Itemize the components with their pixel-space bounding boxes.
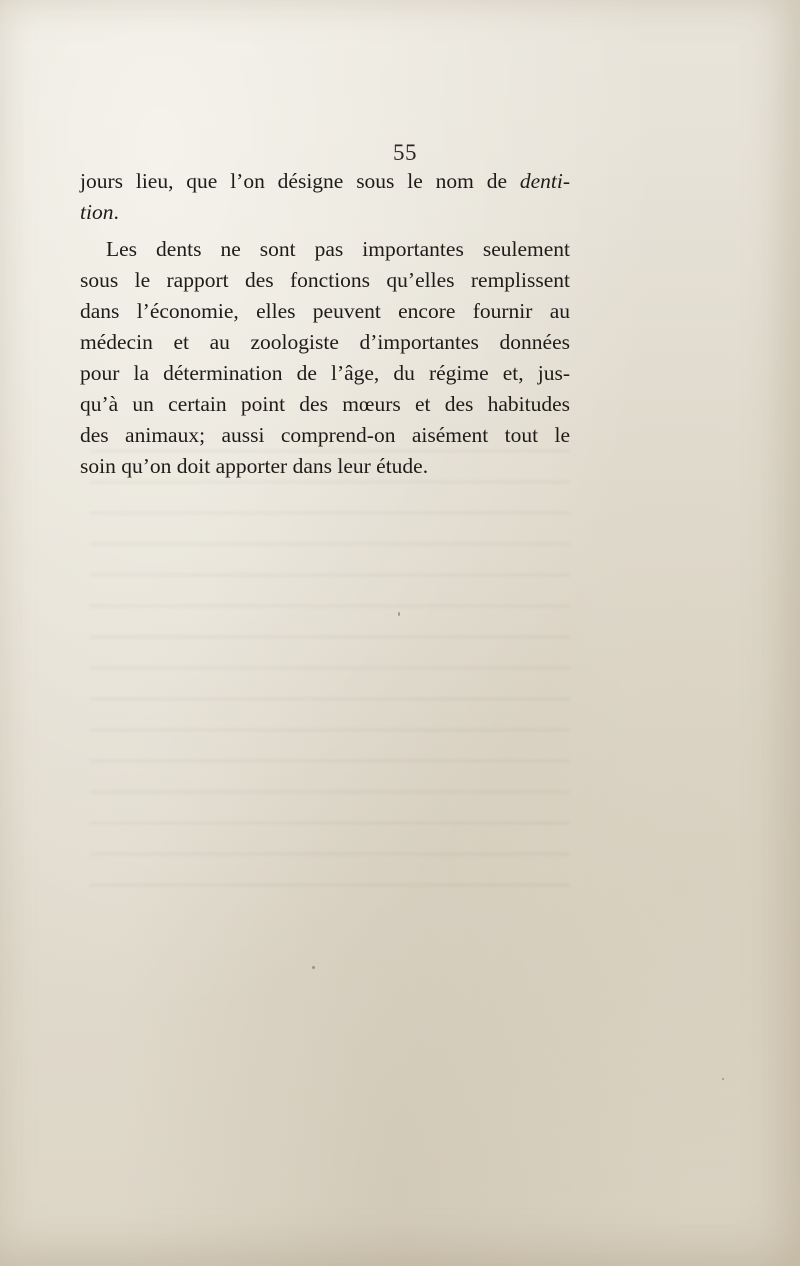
italic-term: denti- (519, 169, 570, 193)
paper-speck (398, 612, 400, 616)
text-line: dans l’économie, elles peuvent encore fournir au (80, 299, 570, 323)
paper-speck (312, 966, 315, 969)
text-line: soin qu’on doit apporter dans leur étude. (80, 454, 429, 478)
page-number: 55 (393, 140, 417, 165)
paper-speck (722, 1078, 724, 1080)
continuation-text: . (113, 200, 119, 224)
text-line (80, 197, 570, 228)
text-line: Les dents ne sont pas importantes seulement (106, 237, 570, 261)
text-line: médecin et au zoologiste d’importantes données (80, 330, 570, 354)
text-line: des animaux; aussi comprend-on aisément tout le (80, 423, 570, 447)
body-text (80, 166, 570, 482)
italic-term: tion (80, 200, 114, 224)
show-through-from-reverse (90, 450, 570, 910)
text-line: sous le rapport des fonctions qu’elles remplissent (80, 268, 570, 292)
text-line: pour la détermination de l’âge, du régime et, jus- (80, 361, 570, 385)
text-line (80, 166, 570, 197)
text-line: qu’à un certain point des mœurs et des habitudes (80, 392, 570, 416)
continuation-text: jours lieu, que l’on désigne sous le nom de (80, 169, 520, 193)
